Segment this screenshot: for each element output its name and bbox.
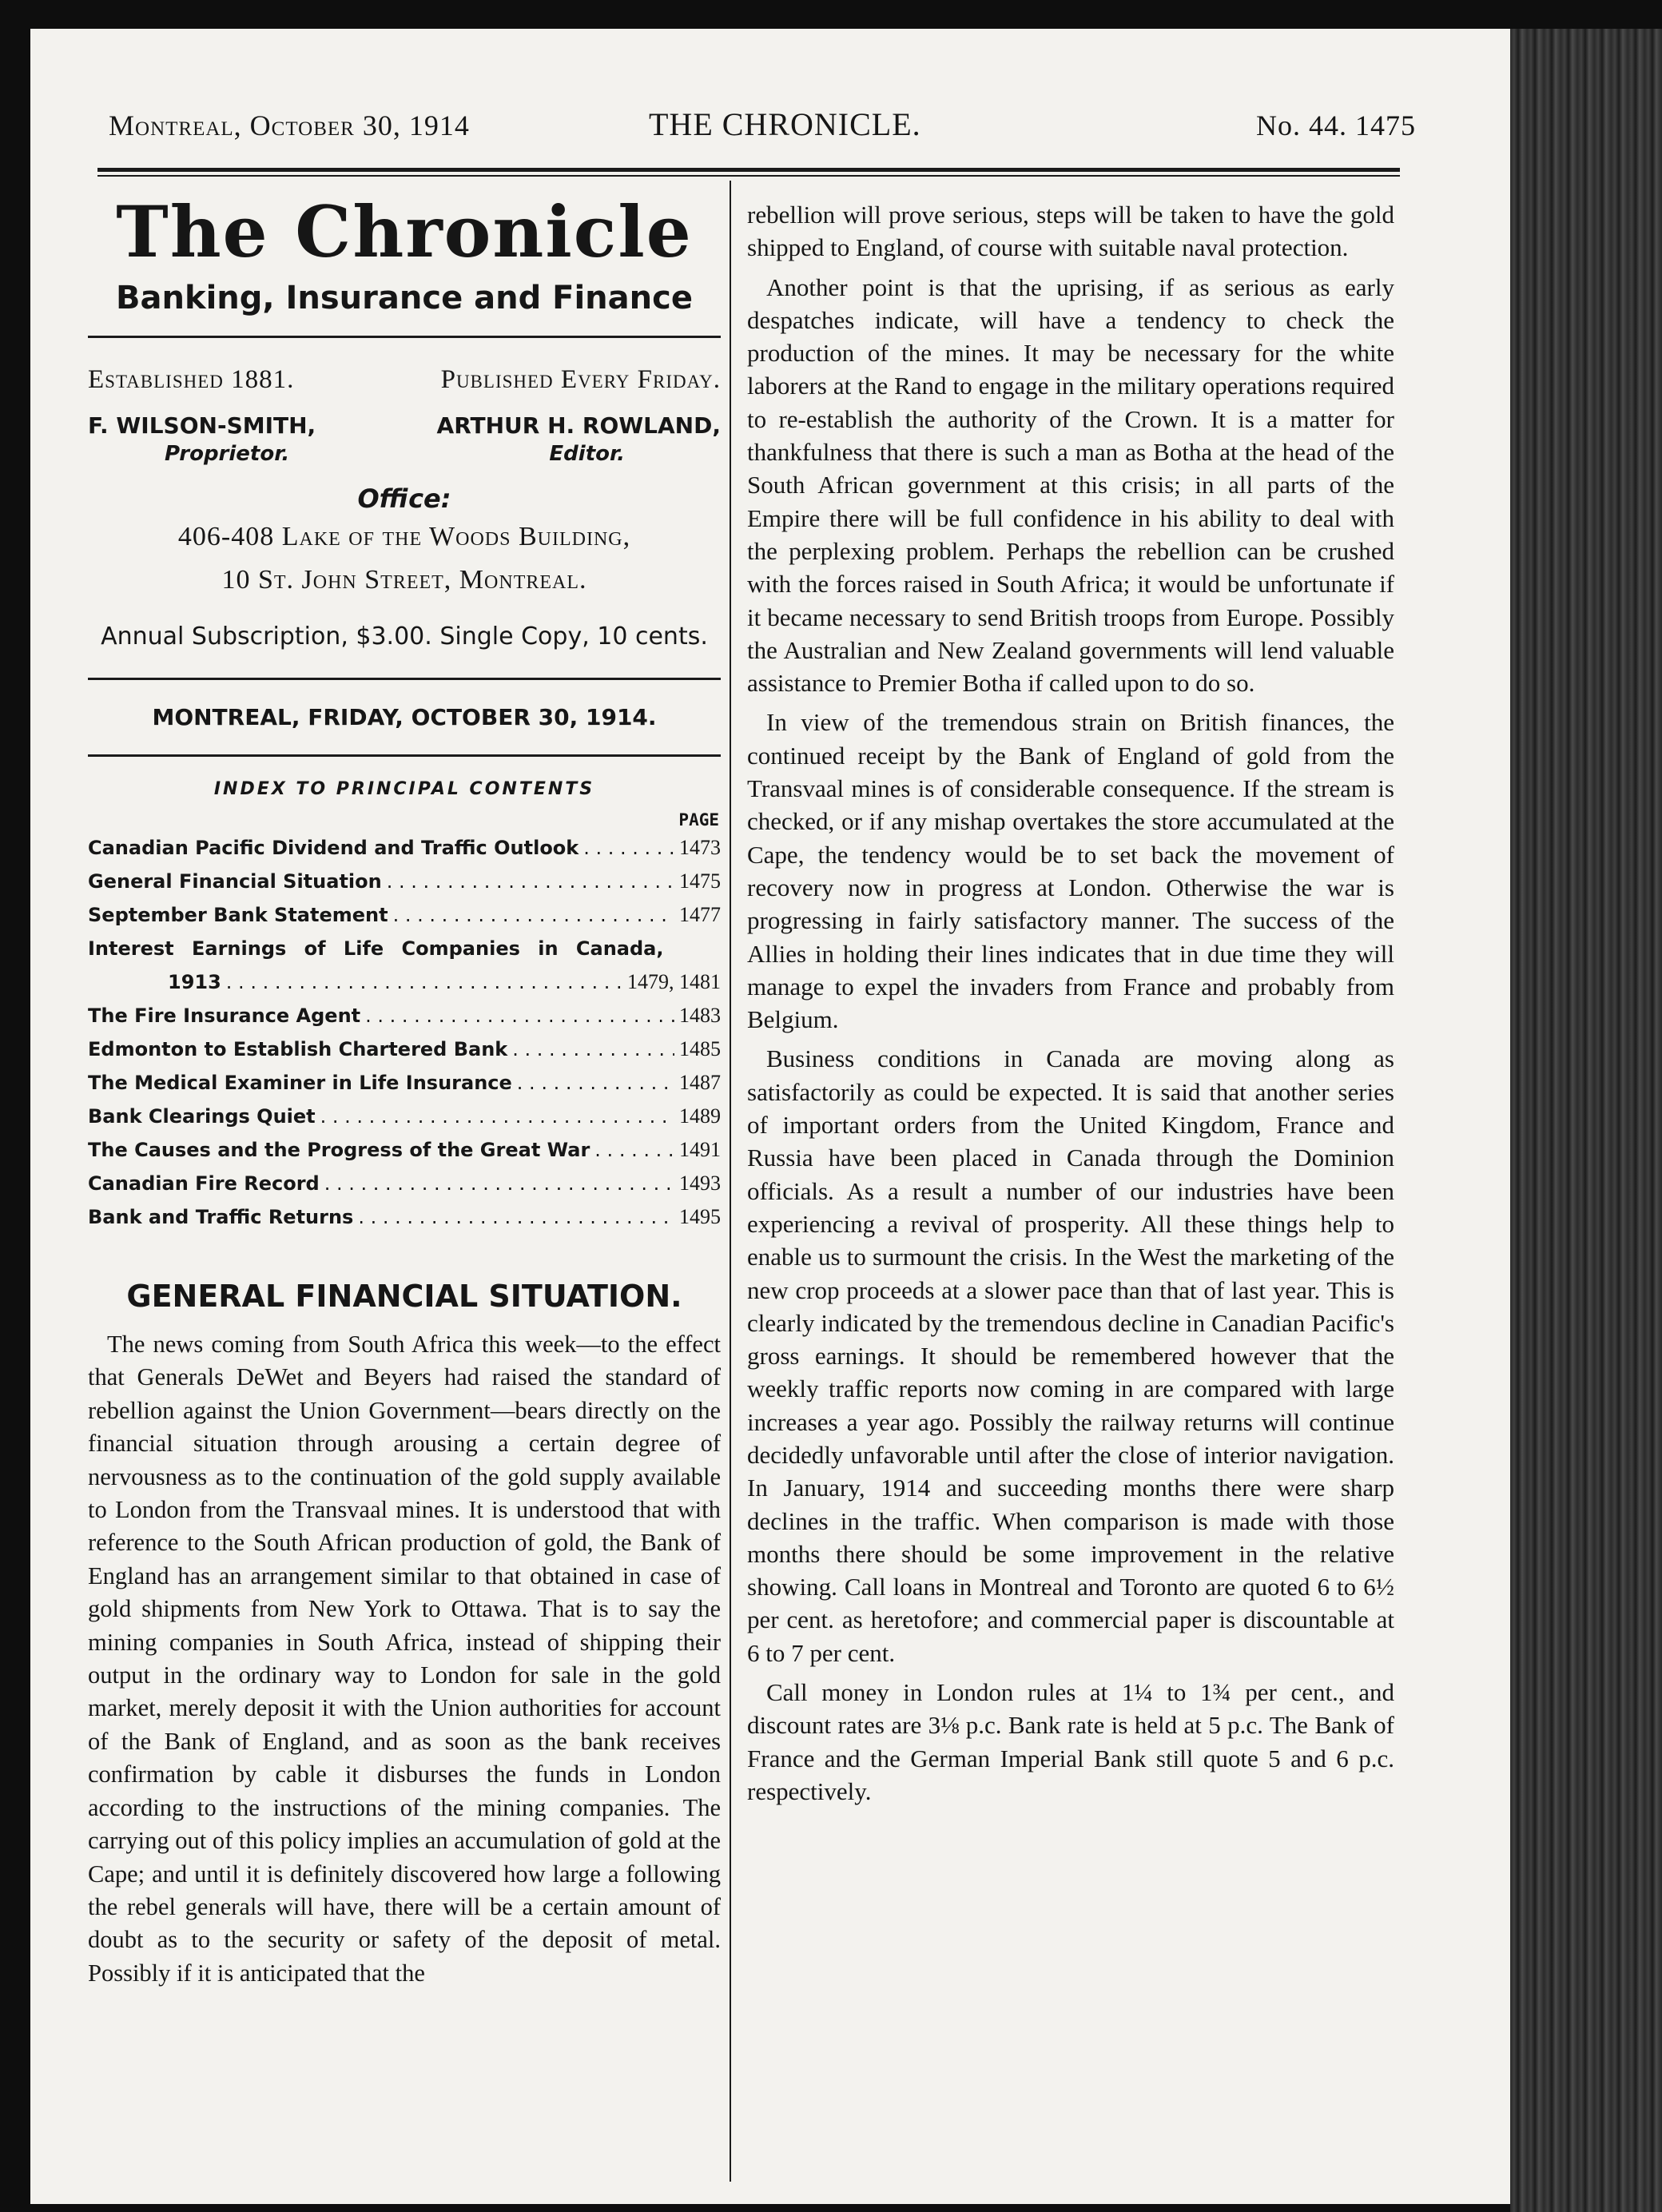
subscription-info: Annual Subscription, $3.00. Single Copy, 10 cents.	[101, 623, 708, 650]
article-body-right	[747, 198, 1394, 1808]
index-entry-title: Interest Earnings of Life Companies in Canada,	[88, 937, 664, 960]
column-divider	[730, 181, 731, 2182]
index-title: INDEX TO PRINCIPAL CONTENTS	[213, 779, 595, 799]
masthead-subtitle: Banking, Insurance and Finance	[116, 280, 693, 316]
right-column	[747, 198, 1394, 1814]
article-body-left	[88, 1328, 721, 1990]
staff-names	[88, 412, 721, 439]
staff-roles	[88, 442, 721, 466]
book-page-edges	[1510, 29, 1662, 2212]
index-entry-title: September Bank Statement	[88, 904, 388, 926]
index-entry-page: 1479, 1481	[627, 970, 721, 993]
index-entry	[88, 1100, 721, 1133]
date-rule	[88, 754, 721, 757]
article-paragraph: rebellion will prove serious, steps will be taken to have the gold shipped to England, of course with suitable naval protection.	[747, 201, 1394, 262]
index-entry-title: The Medical Examiner in Life Insurance	[88, 1072, 512, 1094]
index-entry	[88, 831, 721, 865]
masthead-title: The Chronicle	[116, 190, 693, 273]
index-entry-title: Canadian Fire Record	[88, 1172, 320, 1195]
index-entry-page: 1477	[679, 903, 721, 926]
index-page-label: PAGE	[678, 810, 719, 830]
index-entry-page: 1487	[679, 1071, 721, 1094]
established-text: Established 1881.	[88, 365, 295, 394]
issue-date: MONTREAL, FRIDAY, OCTOBER 30, 1914.	[152, 704, 657, 730]
running-head-date: Montreal, October 30, 1914	[109, 109, 470, 141]
index-entry	[88, 1167, 721, 1200]
published-text: Published Every Friday.	[440, 365, 721, 394]
index-entry-page: 1489	[679, 1104, 721, 1128]
index-entry-page: 1475	[679, 869, 721, 893]
publication-info	[88, 365, 721, 395]
index-entry-page: 1485	[679, 1037, 721, 1060]
masthead-rule	[88, 336, 721, 338]
index-entry-title: Bank Clearings Quiet	[88, 1105, 316, 1128]
proprietor-role: Proprietor.	[165, 442, 290, 466]
subscription-rule	[88, 678, 721, 680]
index-entry	[88, 898, 721, 932]
index-entry	[88, 865, 721, 898]
index-entry-title: Bank and Traffic Returns	[88, 1206, 354, 1228]
article-paragraph: Call money in London rules at 1¼ to 1¾ per cent., and discount rates are 3⅛ p.c. Bank rate is held at 5 p.c. The Bank of France and the German Imperial Bank still quote 5 and 6 p.c. respectively.	[747, 1678, 1394, 1805]
index-entry	[88, 932, 721, 965]
index-entry-title: General Financial Situation	[88, 870, 382, 893]
index-entry	[88, 1133, 721, 1167]
index-entry-page: 1473	[679, 836, 721, 859]
header-rule	[97, 168, 1400, 172]
index-entry	[88, 965, 721, 999]
running-head	[77, 85, 1416, 142]
index-entry-title: 1913	[168, 971, 221, 993]
index-entry-page: 1483	[679, 1004, 721, 1027]
article-paragraph: The news coming from South Africa this week—to the effect that Generals DeWet and Beyers had raised the standard of rebellion against the Union Government—bears directly on the financial situation through arousing a certain degree of nervousness as to the continuation of the gold supply available to London from the Transvaal mines. It is understood that with reference to the South African production of gold, the Bank of England has an arrangement similar to that obtained in case of gold shipments from New York to Ottawa. That is to say the mining companies in South Africa, instead of shipping their output in the ordinary way to London for sale in the gold market, merely deposit it with the Union authorities for account of the Bank of England, and as soon as the bank receives confirmation by cable it disburses the funds in London according to the instructions of the mining companies. The carrying out of this policy implies an accumulation of gold at the Cape; and until it is definitely discovered how large a following the rebel generals will have, there will be a certain amount of doubt as to the security or safety of the deposit of metal. Possibly if it is anticipated that the	[88, 1331, 721, 1987]
editor-role: Editor.	[549, 442, 625, 466]
index-entry	[88, 1032, 721, 1066]
office-label: Office:	[357, 483, 451, 514]
proprietor-name: F. WILSON-SMITH,	[88, 412, 316, 439]
index-entry-title: The Causes and the Progress of the Great War	[88, 1139, 590, 1161]
running-head-title: THE CHRONICLE.	[649, 106, 921, 142]
article-paragraph: Another point is that the uprising, if as serious as early despatches indicate, will have a tendency to check the production of the mines. It may be necessary for the white laborers at the Rand to engage in the military operations required to re-establish the authority of the Crown. It is a matter for thankfulness that there is such a man as Botha at the head of the South African government at this crisis; in all parts of the Empire there will be full confidence in his ability to deal with the perplexing problem. Perhaps the rebellion can be crushed with the forces raised in South Africa; it would be unfortunate if it became necessary to send British troops from Europe. Possibly the Australian and New Zealand governments will lend valuable assistance to Premier Botha if called upon to do so.	[747, 273, 1394, 698]
index-entry	[88, 999, 721, 1032]
index-entry	[88, 1066, 721, 1100]
article-paragraph: In view of the tremendous strain on British finances, the continued receipt by the Bank of England of gold from the Transvaal mines is of considerable consequence. If the stream is checked, or if any mishap overtakes the store accumulated at the Cape, the tendency would be to set back the movement of recovery now in progress at London. Otherwise the war is progressing in fairly satisfactory manner. The success of the Allies in holding their lines indicates that in due time they will manage to expel the invaders from France and probably from Belgium.	[747, 708, 1394, 1034]
article-title: GENERAL FINANCIAL SITUATION.	[126, 1279, 682, 1314]
index-entry-title: Canadian Pacific Dividend and Traffic Outlook	[88, 837, 579, 859]
address-line-2: 10 St. John Street, Montreal.	[221, 565, 587, 595]
index-entry-page: 1491	[679, 1138, 721, 1161]
left-column	[88, 184, 721, 1990]
index-entry-title: Edmonton to Establish Chartered Bank	[88, 1038, 508, 1060]
index-entry-page: 1495	[679, 1205, 721, 1228]
index-entry	[88, 1200, 721, 1234]
index-entry-title: The Fire Insurance Agent	[88, 1005, 361, 1027]
index-list	[88, 831, 721, 1234]
editor-name: ARTHUR H. ROWLAND,	[436, 412, 721, 439]
article-paragraph: Business conditions in Canada are moving along as satisfactorily as could be expected. It is said that another series of important orders from the United Kingdom, France and Russia have been placed in Canada through the Dominion officials. As a result a number of our industries have been experiencing a revival of prosperity. All these things help to enable us to surmount the crisis. In the West the marketing of the new crop proceeds at a slower pace than that of last year. This is clearly indicated by the tremendous decline in Canadian Pacific's gross earnings. It should be remembered however that the weekly traffic reports now coming in are compared with large increases a year ago. Possibly the railway returns will continue decidedly unfavorable until after the close of interior navigation. In January, 1914 and succeeding months there were sharp declines in the traffic. When comparison is made with those months there should be some improvement in the relative showing. Call loans in Montreal and Toronto are quoted 6 to 6½ per cent. as heretofore; and commercial paper is discountable at 6 to 7 per cent.	[747, 1044, 1394, 1667]
index-entry-page: 1493	[679, 1172, 721, 1195]
running-head-issue-page: No. 44. 1475	[1256, 109, 1416, 141]
header-rule-thin	[97, 175, 1400, 177]
address-line-1: 406-408 Lake of the Woods Building,	[177, 522, 631, 551]
